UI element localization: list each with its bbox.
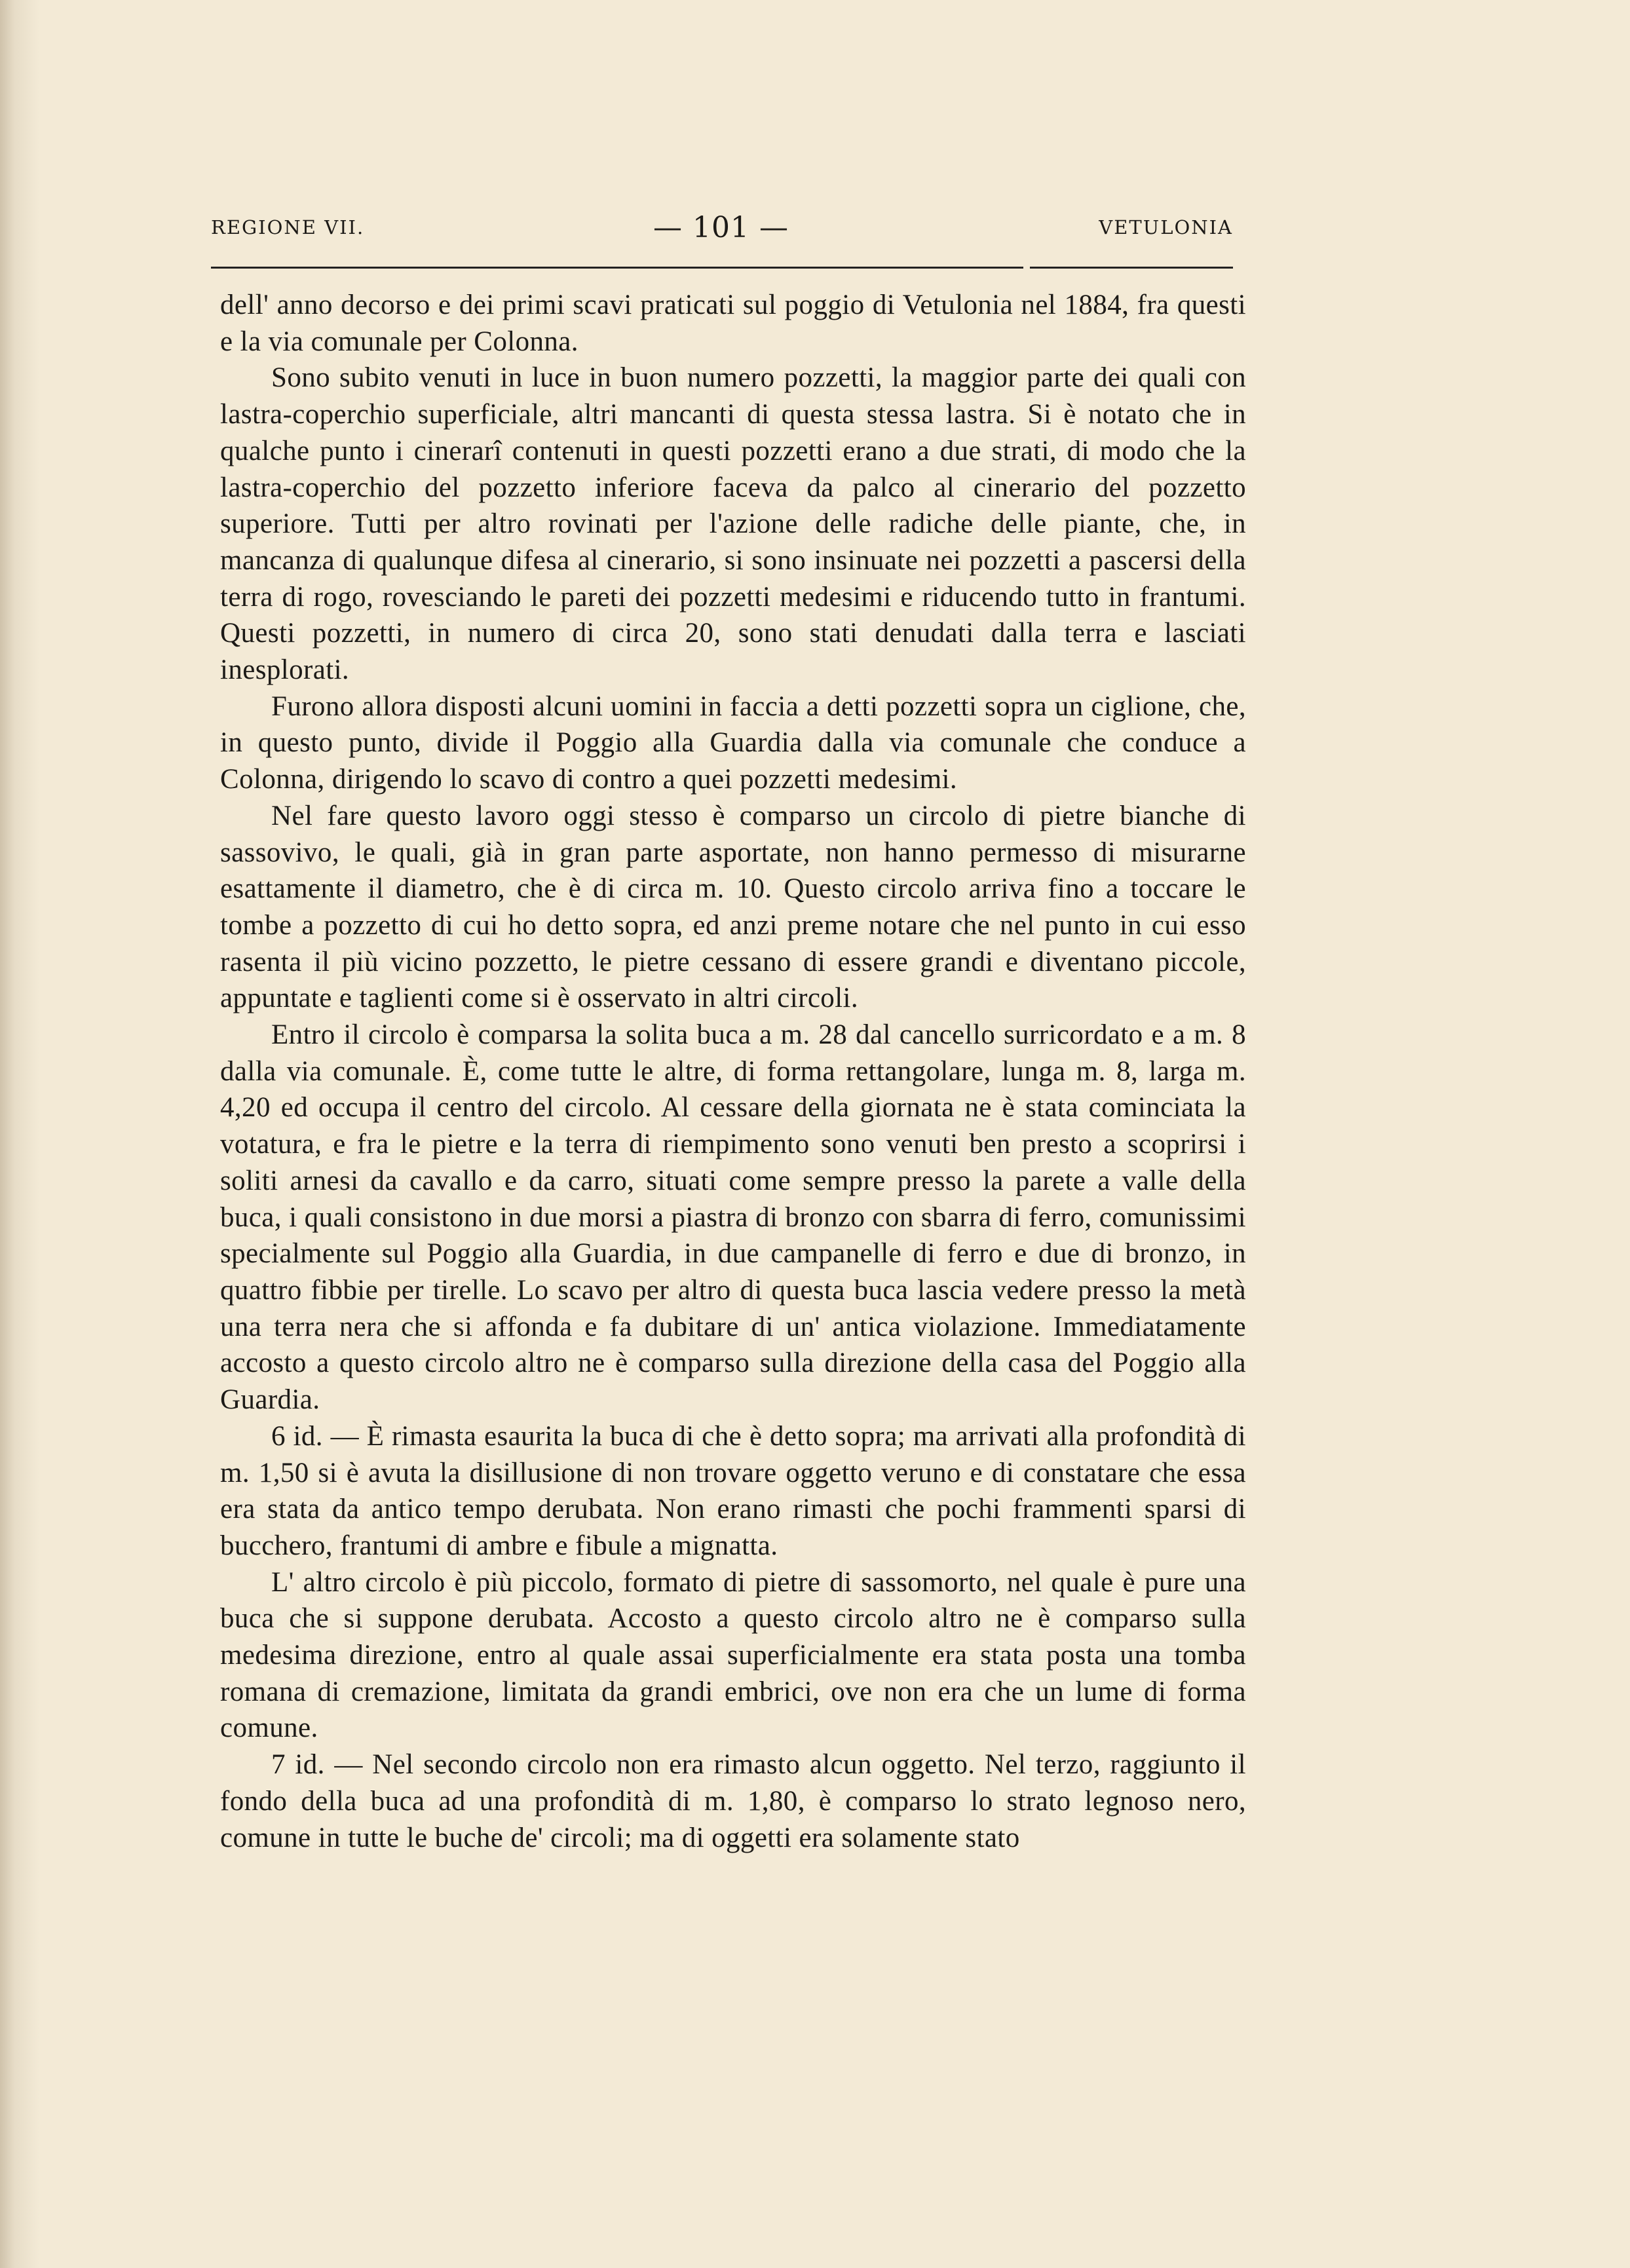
page-number: — 101 — [653, 211, 789, 244]
paragraph: 6 id. — È rimasta esaurita la buca di che è detto sopra; ma arrivati alla profondità di m. 1,50 si è avuta la disillusione di non trovare oggetto veruno e di constatare che essa era stata da antico tempo derubata. Non erano rimasti che pochi frammenti sparsi di bucchero, frantumi di ambre e fibule a mignatta. [220, 1420, 1246, 1561]
paragraph: 7 id. — Nel secondo circolo non era rimasto alcun oggetto. Nel terzo, raggiunto il fondo della buca ad una profondità di m. 1,80, è comparso lo strato legnoso nero, comune in tutte le buche de' circoli; ma di oggetti era solamente stato [220, 1749, 1246, 1853]
section-title: REGIONE VII. [211, 216, 365, 238]
paragraph: Sono subito venuti in luce in buon numero pozzetti, la maggior parte dei quali con lastra-coperchio superficiale, altri mancanti di questa stessa lastra. Si è notato che in qualche punto i cinerarî contenuti in questi pozzetti erano a due strati, di modo che la lastra-coperchio del pozzetto inferiore faceva da palco al cinerario del pozzetto superiore. Tutti per altro rovinati per l'azione delle radiche delle piante, che, in mancanza di qualunque difesa al cinerario, si sono insinuate nei pozzetti a pascersi della terra di rogo, rovesciando le pareti dei pozzetti medesimi e riducendo tutto in frantumi. Questi pozzetti, in numero di circa 20, sono stati denudati dalla terra e lasciati inesplorati. [220, 362, 1246, 686]
paragraph: dell' anno decorso e dei primi scavi praticati sul poggio di Vetulonia nel 1884, fra questi e la via comunale per Colonna. [220, 290, 1246, 357]
paragraph: L' altro circolo è più piccolo, formato di pietre di sassomorto, nel quale è pure una buca che si suppone derubata. Accosto a questo circolo altro ne è comparso sulla medesima direzione, entro al quale assai superficialmente era stata posta una tomba romana di cremazione, limitata da grandi embrici, ove non era che un lume di forma comune. [220, 1566, 1246, 1744]
site-title: VETULONIA [1099, 216, 1233, 238]
header-rule [211, 267, 1023, 269]
paragraph: Nel fare questo lavoro oggi stesso è comparso un circolo di pietre bianche di sassovivo, le quali, già in gran parte asportate, non hanno permesso di misurarne esattamente il diametro, che è di circa m. 10. Questo circolo arriva fino a toccare le tombe a pozzetto di cui ho detto sopra, ed anzi preme notare che nel punto in cui esso rasenta il più vicino pozzetto, le pietre cessano di essere grandi e diventano piccole, appuntate e taglienti come si è osservato in altri circoli. [220, 800, 1246, 1014]
paragraph: Furono allora disposti alcuni uomini in faccia a detti pozzetti sopra un ciglione, che, in questo punto, divide il Poggio alla Guardia dalla via comunale che conduce a Colonna, dirigendo lo scavo di contro a quei pozzetti medesimi. [220, 690, 1246, 795]
header-rule [1030, 267, 1233, 269]
paragraph: Entro il circolo è comparsa la solita buca a m. 28 dal cancello surricordato e a m. 8 dalla via comunale. È, come tutte le altre, di forma rettangolare, lunga m. 8, larga m. 4,20 ed occupa il centro del circolo. Al cessare della giornata ne è stata cominciata la votatura, e fra le pietre e la terra di riempimento sono venuti ben presto a scoprirsi i soliti arnesi da cavallo e da carro, situati come sempre presso la parete a valle della buca, i quali consistono in due morsi a piastra di bronzo con sbarra di ferro, comunissimi specialmente sul Poggio alla Guardia, in due campanelle di ferro e due di bronzo, in quattro fibbie per tirelle. Lo scavo per altro di questa buca lascia vedere presso la metà una terra nera che si affonda e fa dubitare di un' antica violazione. Immediatamente accosto a questo circolo altro ne è comparso sulla direzione della casa del Poggio alla Guardia. [220, 1019, 1246, 1416]
body-text [220, 287, 1246, 1856]
running-head [211, 211, 1233, 248]
